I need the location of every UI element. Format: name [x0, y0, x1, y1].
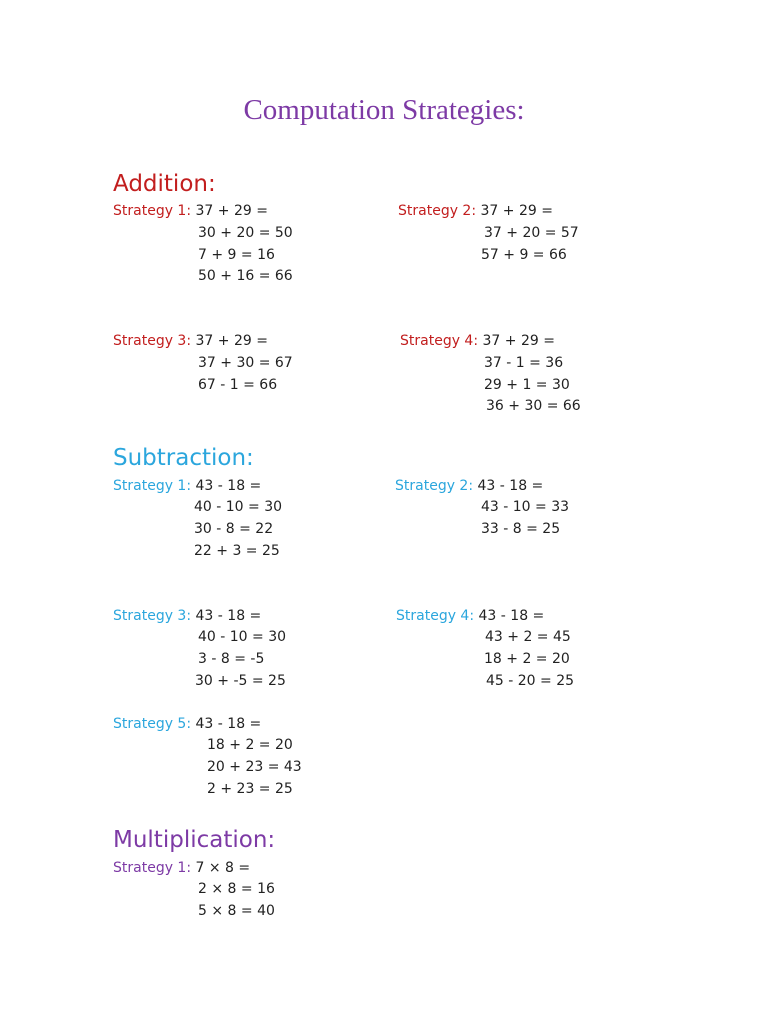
strategy-step: 18 + 2 = 20 — [484, 651, 570, 667]
strategy-label: Strategy 1: — [113, 478, 192, 494]
strategy-step: 37 + 30 = 67 — [198, 355, 293, 371]
strategy-problem: 43 - 18 = — [478, 608, 545, 624]
multiplication-heading: Multiplication: — [113, 827, 276, 853]
strategy-row — [113, 606, 261, 628]
strategy-step: 45 - 20 = 25 — [486, 673, 575, 689]
strategy-step: 2 × 8 = 16 — [198, 881, 275, 897]
strategy-problem: 43 - 18 = — [195, 478, 262, 494]
strategy-step: 36 + 30 = 66 — [486, 398, 581, 414]
subtraction-heading: Subtraction: — [113, 445, 254, 471]
strategy-step: 7 + 9 = 16 — [198, 247, 275, 263]
strategy-label: Strategy 2: — [398, 203, 477, 219]
strategy-step: 30 - 8 = 22 — [194, 521, 274, 537]
strategy-step: 3 - 8 = -5 — [198, 651, 265, 667]
strategy-row — [113, 714, 261, 736]
strategy-step: 50 + 16 = 66 — [198, 268, 293, 284]
strategy-step: 5 × 8 = 40 — [198, 903, 275, 919]
strategy-step: 43 + 2 = 45 — [485, 629, 571, 645]
strategy-step: 37 - 1 = 36 — [484, 355, 564, 371]
strategy-step: 30 + -5 = 25 — [195, 673, 286, 689]
strategy-step: 20 + 23 = 43 — [207, 759, 302, 775]
strategy-row — [398, 201, 553, 223]
strategy-step: 18 + 2 = 20 — [207, 737, 293, 753]
addition-heading: Addition: — [113, 171, 216, 197]
strategy-step: 67 - 1 = 66 — [198, 377, 278, 393]
strategy-step: 30 + 20 = 50 — [198, 225, 293, 241]
strategy-label: Strategy 3: — [113, 608, 192, 624]
strategy-label: Strategy 1: — [113, 203, 192, 219]
strategy-problem: 7 × 8 = — [195, 860, 251, 876]
strategy-problem: 43 - 18 = — [195, 608, 262, 624]
strategy-label: Strategy 1: — [113, 860, 192, 876]
strategy-step: 22 + 3 = 25 — [194, 543, 280, 559]
strategy-problem: 37 + 29 = — [482, 333, 555, 349]
strategy-step: 37 + 20 = 57 — [484, 225, 579, 241]
strategy-step: 40 - 10 = 30 — [194, 499, 283, 515]
strategy-row — [396, 606, 544, 628]
strategy-problem: 37 + 29 = — [195, 333, 268, 349]
strategy-row — [395, 476, 543, 498]
strategy-row — [113, 858, 250, 880]
strategy-row — [113, 201, 268, 223]
strategy-step: 29 + 1 = 30 — [484, 377, 570, 393]
strategy-step: 57 + 9 = 66 — [481, 247, 567, 263]
strategy-label: Strategy 2: — [395, 478, 474, 494]
strategy-label: Strategy 4: — [400, 333, 479, 349]
strategy-label: Strategy 3: — [113, 333, 192, 349]
strategy-row — [400, 331, 555, 353]
page-title: Computation Strategies: — [243, 94, 525, 126]
strategy-problem: 43 - 18 = — [477, 478, 544, 494]
strategy-row — [113, 331, 268, 353]
strategy-step: 33 - 8 = 25 — [481, 521, 561, 537]
strategy-step: 43 - 10 = 33 — [481, 499, 570, 515]
strategy-step: 40 - 10 = 30 — [198, 629, 287, 645]
strategy-label: Strategy 5: — [113, 716, 192, 732]
strategy-problem: 37 + 29 = — [480, 203, 553, 219]
strategy-row — [113, 476, 261, 498]
strategy-step: 2 + 23 = 25 — [207, 781, 293, 797]
strategy-problem: 37 + 29 = — [195, 203, 268, 219]
strategy-label: Strategy 4: — [396, 608, 475, 624]
strategy-problem: 43 - 18 = — [195, 716, 262, 732]
